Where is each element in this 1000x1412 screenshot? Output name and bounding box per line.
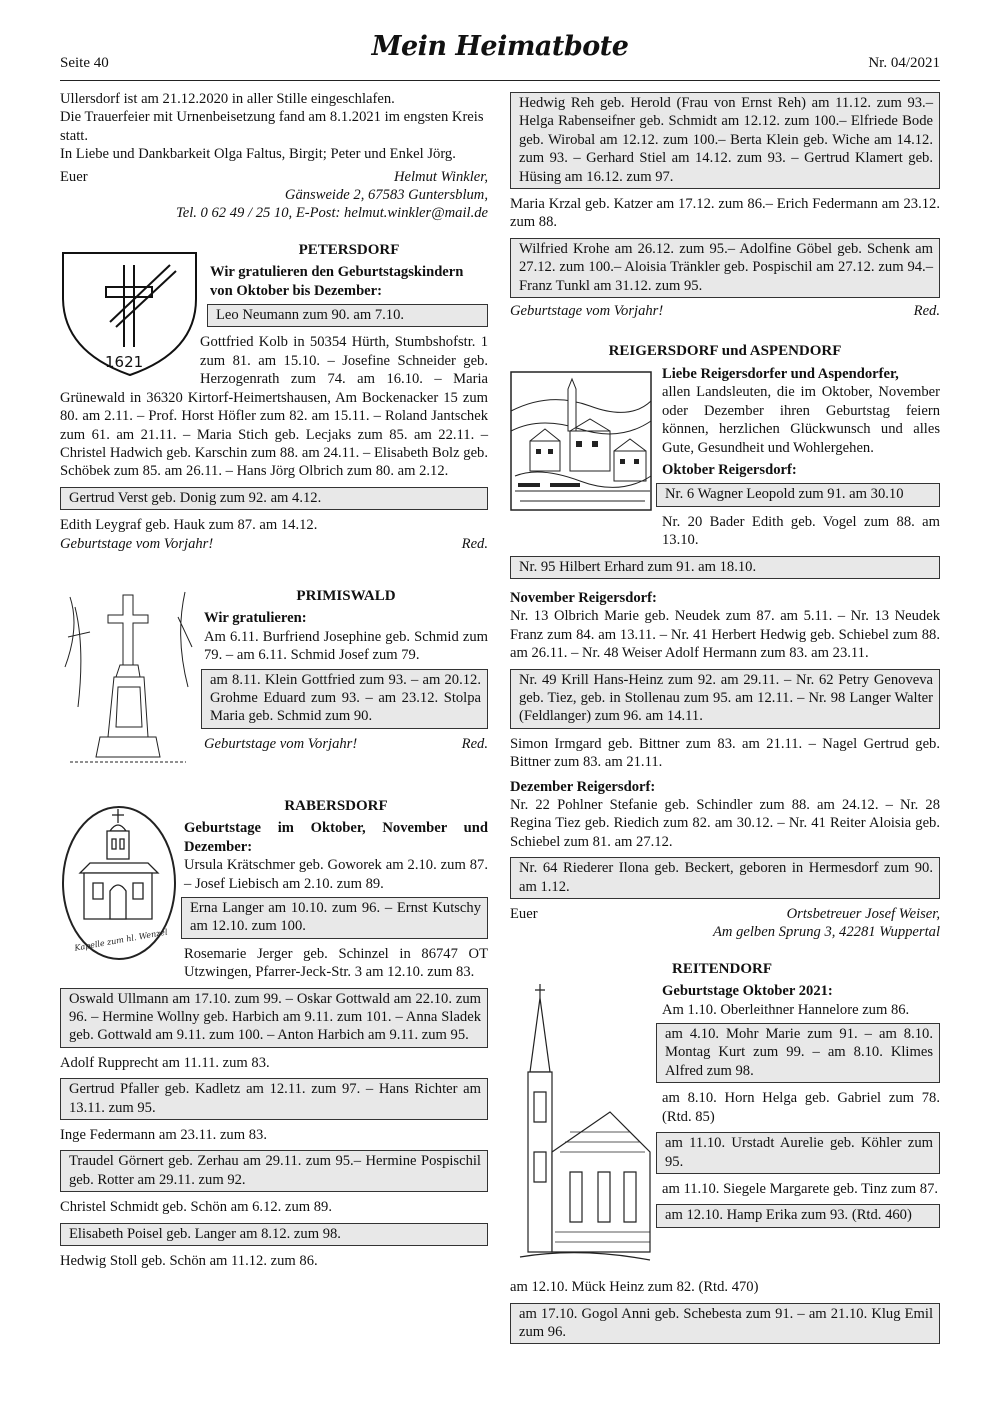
village-icon — [510, 371, 652, 511]
section-title: REIGERSDORF und ASPENDORF — [608, 343, 842, 360]
section-reitendorf — [510, 960, 940, 1345]
section-title: PRIMISWALD — [296, 587, 396, 604]
section-intro: Geburtstage im Oktober, November und Dezember: — [184, 820, 488, 855]
birthday-entry: Nr. 20 Bader Edith geb. Vogel zum 88. am 13.10. — [662, 513, 940, 549]
issue-number: Nr. 04/2021 — [868, 55, 940, 71]
signature-line: Am gelben Sprung 3, 42281 Wuppertal — [713, 924, 940, 941]
signature-line: Tel. 0 62 49 / 25 10, E-Post: helmut.winkler@mail.de — [175, 205, 488, 222]
subsection-title: Oktober Reigersdorf: — [662, 461, 797, 478]
section-title: RABERSDORF — [284, 797, 388, 814]
highlight-box: Leo Neumann zum 90. am 7.10. — [207, 304, 488, 327]
wayside-cross-icon — [60, 587, 196, 769]
signature — [510, 905, 940, 942]
highlight-box: Nr. 64 Riederer Ilona geb. Beckert, geboren in Hermesdorf zum 90. am 1.12. — [510, 857, 940, 899]
birthday-list: Nr. 13 Olbrich Marie geb. Neudek zum 87. am 5.11. – Nr. 13 Neudek Franz zum 84. am 13.11. – Nr. 41 Herbert Hedwig geb. Schiebel zum 88. am 26.11. – Nr. 48 Weiser Adolf Hermann zum 83. am 23.11. — [510, 608, 940, 662]
signature-greeting: Euer — [60, 168, 88, 185]
intro-line: In Liebe und Dankbarkeit Olga Faltus, Birgit; Peter und Enkel Jörg. — [60, 146, 456, 163]
highlight-box: Nr. 49 Krill Hans-Heinz zum 92. am 29.11. – Nr. 62 Petry Genoveva geb. Tiez, geb. in Stollenau zum 95. am 12.11. – Nr. 98 Langer Walter (Feldlanger) zum 96. am 14.11. — [510, 669, 940, 729]
right-column — [510, 92, 940, 1344]
highlight-box: Erna Langer am 10.10. zum 96. – Ernst Kutschy am 12.10. zum 100. — [181, 897, 488, 939]
section-intro: Geburtstage Oktober 2021: — [662, 983, 833, 1000]
highlight-box: am 4.10. Mohr Marie zum 91. – am 8.10. Montag Kurt zum 99. – am 8.10. Klimes Alfred zum 98. — [656, 1023, 940, 1083]
signature-greeting: Euer — [510, 906, 538, 923]
signature-line: Ortsbetreuer Josef Weiser, — [786, 906, 940, 923]
section-reigersdorf — [510, 342, 940, 941]
highlight-box: Hedwig Reh geb. Herold (Frau von Ernst Reh) am 11.12. zum 93.– Helga Rabenseifner geb. Schmidt am 12.12. zum 100.– Elfriede Bode geb. Wirobal am 12.12. zum 100.– Berta Klein geb. Wiche am 14.12. zum 93. – Gerhard Stiel am 14.12. zum 93. – Gertrud Klamert geb. Hüsing am 16.12. zum 97. — [510, 92, 940, 189]
highlight-box: Nr. 6 Wagner Leopold zum 91. am 30.10 — [656, 483, 940, 506]
highlight-box: Nr. 95 Hilbert Erhard zum 91. am 18.10. — [510, 556, 940, 579]
editor-mark: Red. — [461, 535, 488, 552]
section-title: PETERSDORF — [298, 241, 400, 258]
highlight-box: am 11.10. Urstadt Aurelie geb. Köhler zum 95. — [656, 1132, 940, 1174]
section-footer — [510, 302, 940, 320]
signature — [60, 168, 488, 223]
birthday-entry: Inge Federmann am 23.11. zum 83. — [60, 1127, 267, 1144]
birthday-entry: Christel Schmidt geb. Schön am 6.12. zum 89. — [60, 1199, 332, 1216]
left-column — [60, 90, 488, 1276]
birthday-entry: am 12.10. Mück Heinz zum 82. (Rtd. 470) — [510, 1279, 759, 1296]
page-number: Seite 40 — [60, 55, 109, 71]
highlight-box: Wilfried Krohe am 26.12. zum 95.– Adolfine Göbel geb. Schenk am 27.12. zum 100.– Aloisia Tränkler geb. Pospischil am 27.12. zum 94.– Franz Tunkl am 31.12. zum 95. — [510, 238, 940, 298]
chapel-icon — [60, 801, 178, 961]
highlight-box: am 17.10. Gogol Anni geb. Schebesta zum 91. – am 21.10. Klug Emil zum 96. — [510, 1303, 940, 1345]
birthday-entry: Adolf Rupprecht am 11.11. zum 83. — [60, 1054, 270, 1071]
section-primiswald — [60, 587, 488, 769]
editor-mark: Red. — [913, 303, 940, 320]
section-petersdorf — [60, 241, 488, 553]
birthday-list: Maria Krzal geb. Katzer am 17.12. zum 86.– Erich Federmann am 23.12. zum 88. — [510, 196, 940, 231]
birthday-list: Rosemarie Jerger geb. Schinzel in 86747 OT Utzwingen, Pfarrer-Jeck-Str. 3 am 12.10. zum 83. — [184, 945, 488, 981]
birthday-entry: Am 1.10. Oberleithner Hannelore zum 86. — [662, 1001, 910, 1018]
intro-line: Die Trauerfeier mit Urnenbeisetzung fand am 8.1.2021 im engsten Kreis statt. — [60, 109, 484, 144]
section-footer — [60, 535, 488, 553]
primiswald-wayside-cross — [60, 587, 196, 769]
section-intro: Wir gratulieren: — [204, 610, 307, 627]
section-intro-text: allen Landsleuten, die im Oktober, November oder Dezember ihren Geburtstag feiern können, herzlichen Glückwunsch und alles Gute, Gesundheit und Wohlergehen. — [662, 384, 940, 456]
birthday-entry: am 11.10. Siegele Margarete geb. Tinz zum 87. — [662, 1180, 939, 1197]
intro-line: Ullersdorf ist am 21.12.2020 in aller Stille eingeschlafen. — [60, 91, 395, 107]
subsection-title: November Reigersdorf: — [510, 589, 657, 606]
birthday-entry: Edith Leygraf geb. Hauk zum 87. am 14.12. — [60, 517, 318, 534]
highlight-box: Gertrud Verst geb. Donig zum 92. am 4.12. — [60, 487, 488, 510]
highlight-box: am 12.10. Hamp Erika zum 93. (Rtd. 460) — [656, 1204, 940, 1227]
highlight-box: Oswald Ullmann am 17.10. zum 99. – Oskar Gottwald am 22.10. zum 96. – Hermine Wollny geb. Harbich am 9.11. zum 101. – Anna Sladek geb. Gottwald am 9.11. zum 100. – Anton Harbich am 9.11. zum 95. — [60, 988, 488, 1048]
section-title: REITENDORF — [672, 960, 773, 977]
highlight-box: am 8.11. Klein Gottfried zum 93. – am 20.12. Grohme Eduard zum 93. – am 23.12. Stolpa Maria geb. Schmid zum 90. — [201, 669, 488, 729]
highlight-box: Gertrud Pfaller geb. Kadletz am 12.11. zum 97. – Hans Richter am 13.11. zum 95. — [60, 1078, 488, 1120]
birthday-entry: am 8.10. Horn Helga geb. Gabriel zum 78. (Rtd. 85) — [662, 1090, 940, 1125]
birthday-list: Simon Irmgard geb. Bittner zum 83. am 21.11. – Nagel Gertrud geb. Bittner zum 83. am 21.11. — [510, 735, 940, 771]
birthday-list: Nr. 22 Pohlner Stefanie geb. Schindler zum 88. am 24.12. – Nr. 28 Regina Tiez geb. Riedich zum 82. am 30.12. – Nr. 41 Reiter Aloisia geb. Schiebel zum 81. am 27.12. — [510, 797, 940, 850]
church-icon — [510, 982, 652, 1272]
section-footer — [204, 735, 488, 753]
section-rabersdorf — [60, 797, 488, 1271]
birthday-list: Am 6.11. Burfriend Josephine geb. Schmid zum 79. – am 6.11. Schmid Josef zum 79. — [204, 628, 488, 664]
svg-text:Kapelle zum hl. Wenzel: Kapelle zum hl. Wenzel — [73, 927, 169, 953]
rabersdorf-chapel — [60, 801, 178, 961]
footer-note: Geburtstage vom Vorjahr! — [60, 535, 214, 552]
footer-note: Geburtstage vom Vorjahr! — [204, 735, 358, 752]
crest-icon — [60, 247, 200, 377]
birthday-list: Ursula Krätschmer geb. Goworek am 2.10. zum 87. – Josef Liebisch am 2.10. zum 89. — [184, 857, 488, 892]
section-intro: Wir gratulieren den Geburtstagskindern von Oktober bis Dezember: — [210, 264, 464, 299]
reitendorf-church — [510, 982, 652, 1272]
svg-text:1621: 1621 — [105, 352, 144, 371]
subsection-title: Dezember Reigersdorf: — [510, 778, 656, 795]
footer-note: Geburtstage vom Vorjahr! — [510, 303, 664, 320]
section-intro: Liebe Reigersdorfer und Aspendorfer, — [662, 365, 899, 382]
birthday-entry: Hedwig Stoll geb. Schön am 11.12. zum 86. — [60, 1253, 318, 1270]
signature-address — [713, 905, 940, 942]
masthead-logo: Mein Heimatbote — [371, 31, 629, 62]
birthday-list: Gottfried Kolb in 50354 Hürth, Stumbshofstr. 1 zum 81. am 15.10. – Josefine Schneider geb. Herzogenrath zum 74. am 16.10. – Maria Grünewald in 36320 Kirtorf-Heimertshausen, Am Bockenacker 15 zum 80. am 2.11. – Prof. Horst Höfler zum 82. am 15.11. – Roland Jantschek zum 61. am 21.11. – Maria Stich geb. Lecjaks zum 85. am 22.11. – Christel Hadwich geb. Karschin zum 88. am 24.11. – Elisabeth Bolz geb. Schöbek zum 85. am 26.11. – Hans Jörg Olbrich zum 80. am 2.12. — [60, 334, 488, 480]
signature-address — [176, 168, 488, 223]
editor-mark: Red. — [461, 735, 488, 752]
signature-line: Helmut Winkler, — [393, 168, 488, 185]
petersdorf-crest — [60, 247, 200, 377]
reigersdorf-village-illustration — [510, 371, 652, 511]
intro-block — [60, 90, 488, 223]
highlight-box: Elisabeth Poisel geb. Langer am 8.12. zum 98. — [60, 1223, 488, 1246]
highlight-box: Traudel Görnert geb. Zerhau am 29.11. zum 95.– Hermine Pospischil geb. Rotter am 29.11. zum 92. — [60, 1150, 488, 1192]
page-header — [60, 31, 940, 81]
signature-line: Gänsweide 2, 67583 Guntersblum, — [284, 187, 488, 204]
